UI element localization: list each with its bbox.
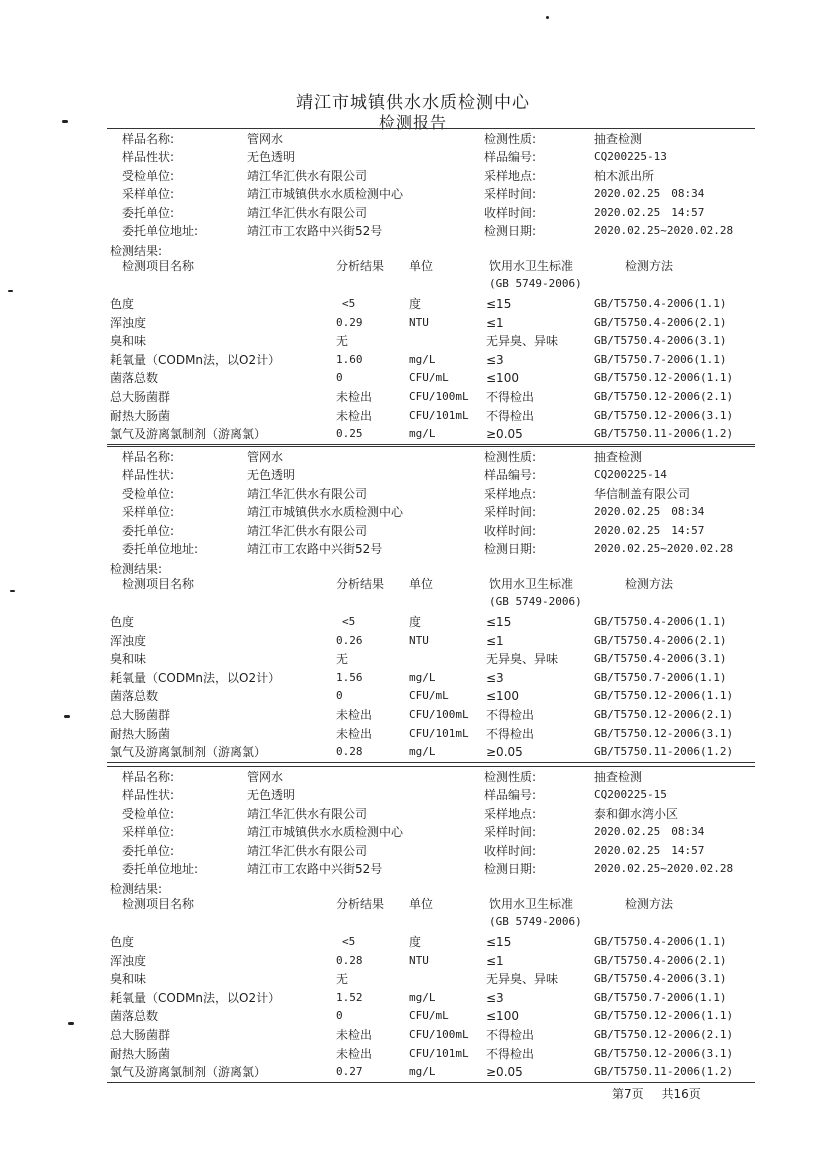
result-value: 未检出: [336, 408, 373, 423]
field-label-inspected-unit: 受检单位:: [122, 486, 175, 501]
field-label-test-nature: 检测性质:: [484, 770, 537, 784]
field-value-client-address: 靖江市工农路中兴街52号: [247, 542, 383, 556]
result-method: GB/T5750.12-2006(2.1): [594, 390, 734, 403]
field-value-name: 管网水: [247, 132, 284, 146]
result-standard: ≤15: [486, 935, 512, 949]
result-standard: 无异臭、异味: [486, 334, 559, 349]
field-label-inspected-unit: 受检单位:: [122, 168, 175, 183]
result-item-name: 菌落总数: [110, 371, 159, 386]
column-header-unit: 单位: [409, 577, 434, 591]
result-method: GB/T5750.12-2006(1.1): [594, 1009, 734, 1023]
result-method: GB/T5750.4-2006(3.1): [594, 652, 727, 666]
field-value-client-address: 靖江市工农路中兴街52号: [247, 862, 383, 876]
field-value-receive-time: 2020.02.25 14:57: [594, 523, 705, 537]
result-method: GB/T5750.11-2006(1.2): [594, 1065, 734, 1079]
result-unit: mg/L: [409, 1065, 436, 1079]
result-standard: 不得检出: [486, 1028, 535, 1042]
field-label-sample-name: 样品名称:: [122, 770, 175, 784]
result-method: GB/T5750.4-2006(2.1): [594, 633, 727, 647]
result-method: GB/T5750.12-2006(3.1): [594, 408, 734, 422]
field-value-sample-no: CQ200225-15: [594, 788, 667, 802]
result-method: GB/T5750.11-2006(1.2): [594, 745, 734, 759]
result-item-name: 浑浊度: [110, 633, 147, 648]
result-value: <5: [342, 297, 356, 310]
result-value: 0: [336, 371, 343, 385]
column-header-result: 分析结果: [336, 577, 385, 591]
result-value: 0.29: [336, 315, 363, 329]
result-unit: NTU: [409, 633, 429, 647]
result-item-name: 色度: [110, 615, 135, 629]
column-header-item: 检测项目名称: [122, 259, 195, 273]
result-method: GB/T5750.12-2006(3.1): [594, 726, 734, 740]
column-header-item: 检测项目名称: [122, 897, 195, 911]
result-value: 0.28: [336, 745, 363, 759]
column-header-standard: 饮用水卫生标准: [489, 897, 574, 911]
field-label-client-address: 委托单位地址:: [122, 862, 199, 876]
page-total: 共16页: [661, 1087, 701, 1101]
result-unit: 度: [409, 615, 422, 629]
field-label-sampling-time: 采样时间:: [484, 825, 537, 840]
column-header-standard-code: (GB 5749-2006): [489, 595, 582, 608]
result-standard: ≥0.05: [486, 1065, 523, 1080]
page-number: 第7页: [612, 1087, 644, 1101]
result-method: GB/T5750.12-2006(1.1): [594, 689, 734, 703]
result-value: 1.52: [336, 990, 363, 1004]
field-label-client-unit: 委托单位:: [122, 843, 175, 858]
result-unit: NTU: [409, 953, 429, 967]
field-label-test-nature: 检测性质:: [484, 132, 537, 146]
result-unit: mg/L: [409, 352, 436, 366]
result-unit: 度: [409, 297, 422, 311]
result-standard: ≤100: [486, 1009, 519, 1024]
result-item-name: 色度: [110, 297, 135, 311]
section-divider: [107, 1082, 755, 1083]
field-value-state: 无色透明: [247, 468, 296, 483]
result-standard: 不得检出: [486, 408, 535, 423]
section-divider: [107, 446, 755, 447]
section-divider: [107, 762, 755, 763]
field-value-state: 无色透明: [247, 788, 296, 803]
result-item-name: 菌落总数: [110, 689, 159, 704]
field-value-sample-no: CQ200225-13: [594, 150, 667, 164]
column-header-standard-code: (GB 5749-2006): [489, 277, 582, 290]
field-label-sample-no: 样品编号:: [484, 788, 537, 803]
field-label-sampling-site: 采样地点:: [484, 486, 537, 501]
field-label-test-date: 检测日期:: [484, 862, 537, 876]
result-value: <5: [342, 615, 356, 628]
field-value-sampling-site: 泰和御水湾小区: [594, 806, 679, 821]
result-value: 0: [336, 689, 343, 703]
field-label-sampling-time: 采样时间:: [484, 505, 537, 520]
section-divider: [107, 766, 755, 767]
result-standard: 不得检出: [486, 726, 535, 741]
result-value: 未检出: [336, 1028, 373, 1042]
result-standard: ≤3: [486, 990, 504, 1005]
result-standard: ≤3: [486, 352, 504, 367]
result-item-name: 菌落总数: [110, 1009, 159, 1024]
result-item-name: 总大肠菌群: [110, 390, 171, 404]
field-value-client-address: 靖江市工农路中兴街52号: [247, 224, 383, 238]
result-standard: ≤100: [486, 371, 519, 386]
field-label-sample-state: 样品性状:: [122, 788, 175, 803]
field-value-test-nature: 抽查检测: [594, 450, 643, 464]
field-label-client-address: 委托单位地址:: [122, 224, 199, 238]
result-standard: 不得检出: [486, 390, 535, 404]
result-unit: CFU/mL: [409, 1009, 449, 1023]
result-standard: ≥0.05: [486, 745, 523, 760]
result-item-name: 色度: [110, 935, 135, 949]
result-item-name: 耗氧量（CODMn法，以O2计）: [110, 670, 281, 685]
results-heading: 检测结果:: [110, 244, 163, 258]
result-value: 未检出: [336, 390, 373, 404]
field-value-sampling-unit: 靖江市城镇供水水质检测中心: [247, 505, 404, 520]
field-label-test-date: 检测日期:: [484, 224, 537, 238]
field-value-name: 管网水: [247, 770, 284, 784]
field-label-sampling-site: 采样地点:: [484, 806, 537, 821]
result-item-name: 耗氧量（CODMn法，以O2计）: [110, 990, 281, 1005]
scan-mark: [546, 16, 549, 19]
result-standard: ≤15: [486, 297, 512, 311]
field-label-receive-time: 收样时间:: [484, 523, 537, 538]
result-method: GB/T5750.7-2006(1.1): [594, 352, 727, 366]
result-value: 0: [336, 1009, 343, 1023]
column-header-standard: 饮用水卫生标准: [489, 259, 574, 273]
section-divider: [107, 444, 755, 445]
result-unit: mg/L: [409, 745, 436, 759]
field-label-test-nature: 检测性质:: [484, 450, 537, 464]
result-value: 0.25: [336, 427, 363, 441]
result-unit: 度: [409, 935, 422, 949]
result-value: 未检出: [336, 726, 373, 741]
result-method: GB/T5750.12-2006(2.1): [594, 708, 734, 721]
report-organization-title: 靖江市城镇供水水质检测中心: [296, 93, 530, 113]
field-label-receive-time: 收样时间:: [484, 843, 537, 858]
result-value: 无: [336, 334, 349, 349]
field-value-sampling-time: 2020.02.25 08:34: [594, 187, 705, 201]
field-value-client-unit: 靖江华汇供水有限公司: [247, 205, 368, 220]
column-header-unit: 单位: [409, 259, 434, 273]
result-method: GB/T5750.7-2006(1.1): [594, 670, 727, 684]
field-value-client-unit: 靖江华汇供水有限公司: [247, 523, 368, 538]
field-value-test-nature: 抽查检测: [594, 770, 643, 784]
result-item-name: 氯气及游离氯制剂（游离氯）: [110, 745, 267, 760]
result-method: GB/T5750.4-2006(2.1): [594, 953, 727, 967]
result-standard: ≤15: [486, 615, 512, 629]
field-value-sampling-unit: 靖江市城镇供水水质检测中心: [247, 187, 404, 202]
field-value-inspected-unit: 靖江华汇供水有限公司: [247, 486, 368, 501]
result-standard: ≥0.05: [486, 427, 523, 442]
result-item-name: 耐热大肠菌: [110, 408, 171, 423]
field-value-receive-time: 2020.02.25 14:57: [594, 843, 705, 857]
field-label-sample-no: 样品编号:: [484, 150, 537, 165]
result-unit: mg/L: [409, 990, 436, 1004]
result-standard: 不得检出: [486, 708, 535, 722]
result-item-name: 耐热大肠菌: [110, 1046, 171, 1061]
scan-mark: [8, 290, 13, 292]
result-standard: ≤100: [486, 689, 519, 704]
result-item-name: 耐热大肠菌: [110, 726, 171, 741]
field-label-sample-name: 样品名称:: [122, 132, 175, 146]
page-footer: [612, 1085, 701, 1102]
field-value-sampling-time: 2020.02.25 08:34: [594, 505, 705, 519]
column-header-result: 分析结果: [336, 897, 385, 911]
field-label-sample-name: 样品名称:: [122, 450, 175, 464]
field-label-sample-no: 样品编号:: [484, 468, 537, 483]
column-header-method: 检测方法: [625, 577, 674, 591]
result-item-name: 耗氧量（CODMn法，以O2计）: [110, 352, 281, 367]
result-item-name: 总大肠菌群: [110, 1028, 171, 1042]
field-value-test-date: 2020.02.25~2020.02.28: [594, 224, 734, 237]
field-label-sample-state: 样品性状:: [122, 150, 175, 165]
result-standard: ≤1: [486, 633, 504, 648]
result-item-name: 总大肠菌群: [110, 708, 171, 722]
field-value-receive-time: 2020.02.25 14:57: [594, 205, 705, 219]
result-standard: 不得检出: [486, 1046, 535, 1061]
field-value-client-unit: 靖江华汇供水有限公司: [247, 843, 368, 858]
result-unit: CFU/101mL: [409, 408, 469, 422]
field-label-test-date: 检测日期:: [484, 542, 537, 556]
field-value-name: 管网水: [247, 450, 284, 464]
field-value-sampling-time: 2020.02.25 08:34: [594, 825, 705, 839]
results-heading: 检测结果:: [110, 562, 163, 576]
result-unit: mg/L: [409, 427, 436, 441]
result-item-name: 浑浊度: [110, 315, 147, 330]
result-standard: ≤3: [486, 670, 504, 685]
result-unit: NTU: [409, 315, 429, 329]
field-label-client-unit: 委托单位:: [122, 523, 175, 538]
result-item-name: 臭和味: [110, 334, 147, 349]
field-value-inspected-unit: 靖江华汇供水有限公司: [247, 168, 368, 183]
result-unit: CFU/100mL: [409, 708, 469, 721]
result-value: 1.56: [336, 670, 363, 684]
field-label-client-unit: 委托单位:: [122, 205, 175, 220]
result-value: 1.60: [336, 352, 363, 366]
field-label-sampling-unit: 采样单位:: [122, 825, 175, 840]
result-value: 0.28: [336, 953, 363, 967]
column-header-method: 检测方法: [625, 259, 674, 273]
field-value-test-date: 2020.02.25~2020.02.28: [594, 542, 734, 555]
result-unit: CFU/101mL: [409, 1046, 469, 1060]
result-method: GB/T5750.12-2006(1.1): [594, 371, 734, 385]
result-value: <5: [342, 935, 356, 948]
column-header-method: 检测方法: [625, 897, 674, 911]
result-unit: CFU/mL: [409, 689, 449, 703]
result-value: 0.27: [336, 1065, 363, 1079]
result-unit: CFU/100mL: [409, 390, 469, 403]
result-item-name: 臭和味: [110, 972, 147, 987]
result-item-name: 浑浊度: [110, 953, 147, 968]
field-label-sample-state: 样品性状:: [122, 468, 175, 483]
result-method: GB/T5750.11-2006(1.2): [594, 427, 734, 441]
result-unit: CFU/mL: [409, 371, 449, 385]
results-heading: 检测结果:: [110, 882, 163, 896]
result-method: GB/T5750.4-2006(3.1): [594, 334, 727, 348]
result-method: GB/T5750.4-2006(2.1): [594, 315, 727, 329]
field-label-inspected-unit: 受检单位:: [122, 806, 175, 821]
result-item-name: 臭和味: [110, 652, 147, 667]
result-standard: ≤1: [486, 315, 504, 330]
result-method: GB/T5750.4-2006(1.1): [594, 297, 727, 310]
result-method: GB/T5750.12-2006(2.1): [594, 1028, 734, 1041]
scan-mark: [10, 590, 15, 592]
field-value-inspected-unit: 靖江华汇供水有限公司: [247, 806, 368, 821]
section-divider: [107, 128, 755, 129]
result-value: 0.26: [336, 633, 363, 647]
field-label-sampling-time: 采样时间:: [484, 187, 537, 202]
column-header-standard: 饮用水卫生标准: [489, 577, 574, 591]
result-method: GB/T5750.4-2006(1.1): [594, 615, 727, 628]
scan-mark: [64, 715, 70, 718]
field-label-receive-time: 收样时间:: [484, 205, 537, 220]
result-unit: CFU/101mL: [409, 726, 469, 740]
field-value-sampling-site: 华信制盖有限公司: [594, 486, 691, 501]
field-label-sampling-unit: 采样单位:: [122, 505, 175, 520]
result-method: GB/T5750.4-2006(3.1): [594, 972, 727, 986]
field-value-test-date: 2020.02.25~2020.02.28: [594, 862, 734, 875]
result-unit: CFU/100mL: [409, 1028, 469, 1041]
result-method: GB/T5750.4-2006(1.1): [594, 935, 727, 948]
result-unit: mg/L: [409, 670, 436, 684]
result-standard: ≤1: [486, 953, 504, 968]
field-value-state: 无色透明: [247, 150, 296, 165]
column-header-item: 检测项目名称: [122, 577, 195, 591]
report-subtitle: 检测报告: [378, 113, 447, 132]
column-header-unit: 单位: [409, 897, 434, 911]
field-value-test-nature: 抽查检测: [594, 132, 643, 146]
field-value-sampling-unit: 靖江市城镇供水水质检测中心: [247, 825, 404, 840]
result-value: 无: [336, 652, 349, 667]
result-standard: 无异臭、异味: [486, 652, 559, 667]
field-label-sampling-unit: 采样单位:: [122, 187, 175, 202]
field-label-sampling-site: 采样地点:: [484, 168, 537, 183]
field-value-sample-no: CQ200225-14: [594, 468, 667, 482]
column-header-standard-code: (GB 5749-2006): [489, 915, 582, 928]
column-header-result: 分析结果: [336, 259, 385, 273]
result-method: GB/T5750.12-2006(3.1): [594, 1046, 734, 1060]
result-value: 未检出: [336, 1046, 373, 1061]
result-standard: 无异臭、异味: [486, 972, 559, 987]
result-item-name: 氯气及游离氯制剂（游离氯）: [110, 1065, 267, 1080]
scan-mark: [62, 120, 68, 123]
result-item-name: 氯气及游离氯制剂（游离氯）: [110, 427, 267, 442]
field-label-client-address: 委托单位地址:: [122, 542, 199, 556]
result-value: 无: [336, 972, 349, 987]
result-value: 未检出: [336, 708, 373, 722]
scan-mark: [68, 1022, 74, 1025]
result-method: GB/T5750.7-2006(1.1): [594, 990, 727, 1004]
field-value-sampling-site: 柏木派出所: [594, 168, 655, 183]
